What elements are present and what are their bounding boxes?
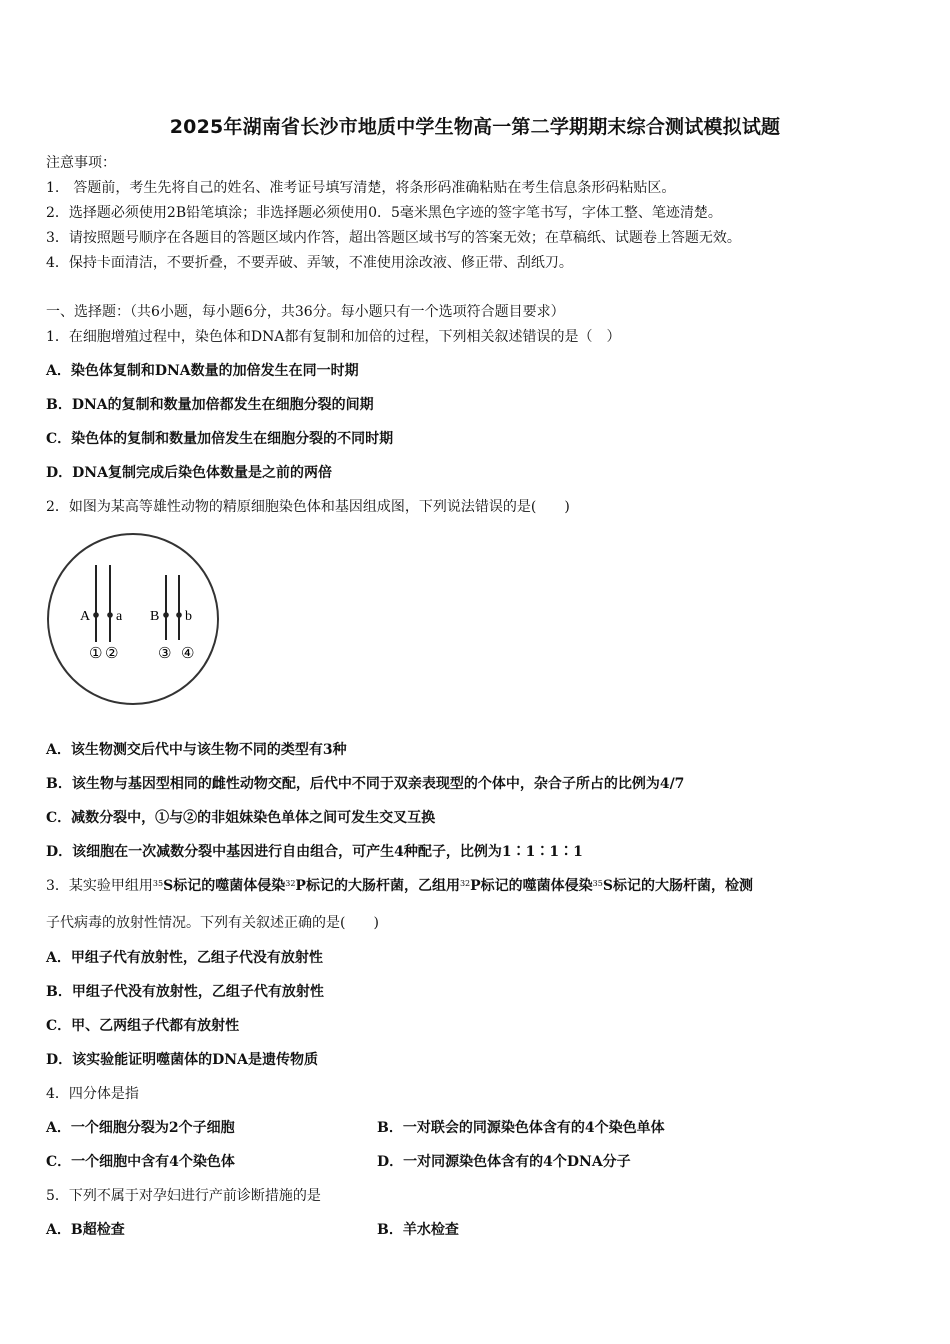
q2-option-c: C．减数分裂中，①与②的非姐妹染色单体之间可发生交叉互换 bbox=[46, 810, 436, 826]
q1-option-d: D．DNA复制完成后染色体数量是之前的两倍 bbox=[46, 465, 332, 481]
q3-stem-part-4: P标记的噬菌体侵染 bbox=[470, 878, 593, 894]
q3-stem-part-1: 3．某实验甲组用 bbox=[46, 878, 153, 894]
q3-sup-1: 35 bbox=[152, 879, 164, 888]
chromosome-label-4: ④ bbox=[181, 644, 195, 662]
chromosome-figure bbox=[44, 530, 222, 708]
q1-stem: 1．在细胞增殖过程中，染色体和DNA都有复制和加倍的过程，下列相关叙述错误的是（ ） bbox=[46, 329, 621, 345]
notice-item-1: 1. 答题前，考生先将自己的姓名、准考证号填写清楚，将条形码准确粘贴在考生信息条形码粘贴区。 bbox=[46, 180, 676, 196]
notice-item-3: 3．请按照题号顺序在各题目的答题区域内作答，超出答题区域书写的答案无效；在草稿纸、试题卷上答题无效。 bbox=[46, 230, 741, 246]
gene-label-B: B bbox=[150, 609, 160, 624]
q5-option-a: A．B超检查 bbox=[46, 1222, 125, 1238]
q3-option-a: A．甲组子代有放射性，乙组子代没有放射性 bbox=[46, 950, 323, 966]
q3-option-b: B．甲组子代没有放射性，乙组子代有放射性 bbox=[46, 984, 324, 1000]
q3-stem-part-5: S标记的大肠杆菌，检测 bbox=[602, 878, 753, 894]
q4-stem: 4．四分体是指 bbox=[46, 1086, 139, 1102]
cell-outline bbox=[48, 534, 218, 704]
q3-option-d: D．该实验能证明噬菌体的DNA是遗传物质 bbox=[46, 1052, 318, 1068]
notice-heading: 注意事项： bbox=[46, 155, 116, 171]
gene-a-recessive-locus bbox=[107, 612, 113, 618]
gene-label-a: a bbox=[116, 609, 123, 624]
q5-stem: 5．下列不属于对孕妇进行产前诊断措施的是 bbox=[46, 1188, 321, 1204]
q3-option-c: C．甲、乙两组子代都有放射性 bbox=[46, 1018, 240, 1034]
q3-stem-part-3: P标记的大肠杆菌，乙组用 bbox=[295, 878, 460, 894]
gene-b-recessive-locus bbox=[176, 612, 182, 618]
page-title: 2025年湖南省长沙市地质中学生物高一第二学期期末综合测试模拟试题 bbox=[169, 116, 781, 138]
q3-sup-4: 35 bbox=[592, 879, 603, 888]
q2-option-b: B．该生物与基因型相同的雌性动物交配，后代中不同于双亲表现型的个体中，杂合子所占的比例为4/7 bbox=[46, 776, 685, 792]
q4-option-d: D．一对同源染色体含有的4个DNA分子 bbox=[377, 1154, 631, 1170]
q4-option-a: A．一个细胞分裂为2个子细胞 bbox=[46, 1120, 235, 1136]
q2-option-d: D．该细胞在一次减数分裂中基因进行自由组合，可产生4种配子，比例为1∶1∶1∶1 bbox=[46, 844, 583, 860]
chromosome-label-3: ③ bbox=[158, 644, 172, 662]
notice-item-2: 2．选择题必须使用2B铅笔填涂；非选择题必须使用0．5毫米黑色字迹的签字笔书写，字体工整、笔迹清楚。 bbox=[46, 205, 722, 221]
gene-a-dominant-locus bbox=[93, 612, 99, 618]
q3-stem-part-2: S标记的噬菌体侵染 bbox=[163, 878, 286, 894]
q1-option-b: B．DNA的复制和数量加倍都发生在细胞分裂的间期 bbox=[46, 397, 374, 413]
q1-option-a: A．染色体复制和DNA数量的加倍发生在同一时期 bbox=[46, 363, 359, 379]
section-heading: 一、选择题：（共6小题，每小题6分，共36分。每小题只有一个选项符合题目要求） bbox=[46, 304, 565, 320]
q4-option-b: B．一对联会的同源染色体含有的4个染色单体 bbox=[377, 1120, 665, 1136]
q2-option-a: A．该生物测交后代中与该生物不同的类型有3种 bbox=[46, 742, 347, 758]
q5-option-b: B．羊水检查 bbox=[377, 1222, 459, 1238]
q2-stem: 2．如图为某高等雄性动物的精原细胞染色体和基因组成图，下列说法错误的是( ) bbox=[46, 499, 570, 515]
q4-option-c: C．一个细胞中含有4个染色体 bbox=[46, 1154, 235, 1170]
chromosome-label-2: ② bbox=[105, 644, 119, 662]
q3-sup-2: 32 bbox=[285, 879, 296, 888]
q1-option-c: C．染色体的复制和数量加倍发生在细胞分裂的不同时期 bbox=[46, 431, 394, 447]
notice-item-4: 4．保持卡面清洁，不要折叠，不要弄破、弄皱，不准使用涂改液、修正带、刮纸刀。 bbox=[46, 255, 573, 271]
gene-label-A: A bbox=[80, 609, 91, 624]
gene-label-b: b bbox=[185, 609, 192, 624]
q3-sup-3: 32 bbox=[459, 879, 471, 888]
gene-b-dominant-locus bbox=[163, 612, 169, 618]
q3-stem-line-2: 子代病毒的放射性情况。下列有关叙述正确的是( ) bbox=[46, 915, 379, 931]
chromosome-label-1: ① bbox=[89, 644, 103, 662]
q3-stem bbox=[46, 876, 753, 896]
